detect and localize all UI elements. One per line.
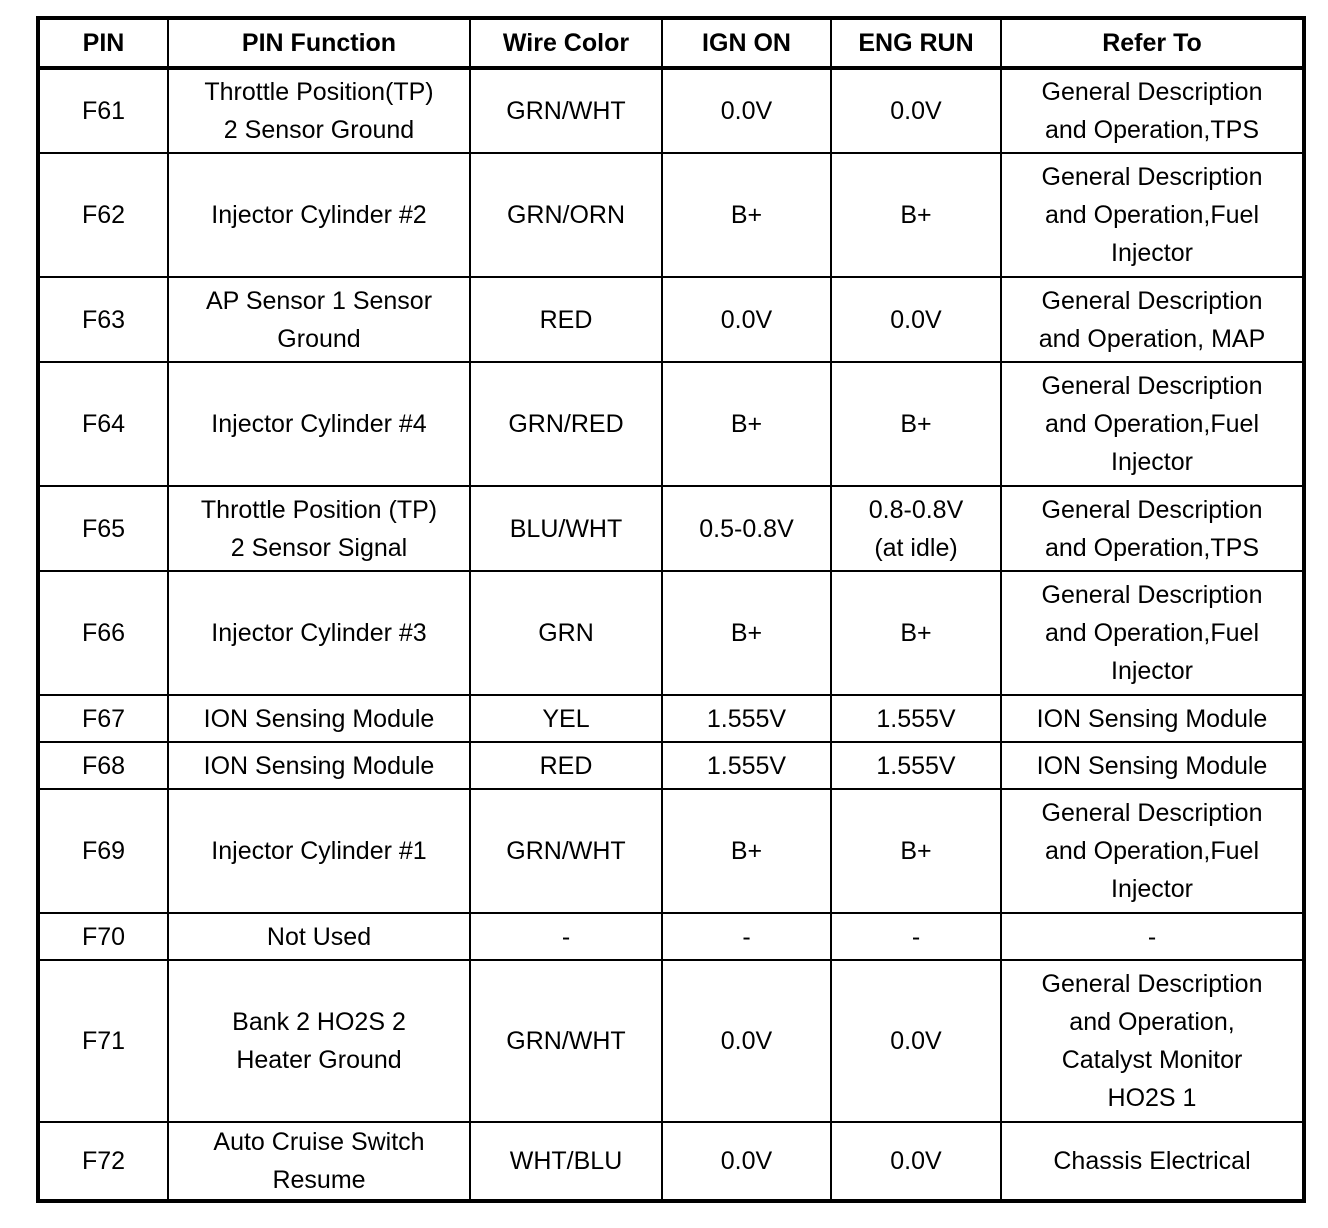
pin-function-cell: Injector Cylinder #3: [168, 571, 470, 695]
eng-run-cell: B+: [831, 153, 1001, 277]
column-header-pin: PIN: [38, 18, 168, 68]
refer-to-cell: General Description and Operation,Fuel Injector: [1001, 789, 1304, 913]
pin-function-cell: Throttle Position(TP) 2 Sensor Ground: [168, 68, 470, 153]
column-header-ign-on: IGN ON: [662, 18, 831, 68]
ign-on-cell: B+: [662, 571, 831, 695]
refer-to-cell: ION Sensing Module: [1001, 742, 1304, 789]
pin-cell: F67: [38, 695, 168, 742]
header-row: [38, 18, 1304, 68]
pin-cell: F64: [38, 362, 168, 486]
table-body: [38, 68, 1304, 1201]
refer-to-cell: ION Sensing Module: [1001, 695, 1304, 742]
pin-table: [36, 16, 1306, 1203]
column-header-pin-function: PIN Function: [168, 18, 470, 68]
pin-function-cell: Injector Cylinder #2: [168, 153, 470, 277]
wire-color-cell: GRN/WHT: [470, 960, 662, 1122]
refer-to-cell: General Description and Operation, Catalyst Monitor HO2S 1: [1001, 960, 1304, 1122]
table-row: [38, 362, 1304, 486]
table-row: [38, 1122, 1304, 1201]
pin-cell: F63: [38, 277, 168, 362]
pin-cell: F69: [38, 789, 168, 913]
ign-on-cell: B+: [662, 153, 831, 277]
pin-function-cell: Injector Cylinder #4: [168, 362, 470, 486]
table-row: [38, 277, 1304, 362]
ign-on-cell: 0.0V: [662, 960, 831, 1122]
wire-color-cell: RED: [470, 742, 662, 789]
pin-cell: F71: [38, 960, 168, 1122]
refer-to-cell: General Description and Operation,TPS: [1001, 68, 1304, 153]
pin-function-cell: Not Used: [168, 913, 470, 960]
refer-to-cell: General Description and Operation,Fuel Injector: [1001, 571, 1304, 695]
pin-function-cell: Bank 2 HO2S 2 Heater Ground: [168, 960, 470, 1122]
wire-color-cell: GRN/WHT: [470, 789, 662, 913]
ign-on-cell: 1.555V: [662, 695, 831, 742]
column-header-eng-run: ENG RUN: [831, 18, 1001, 68]
eng-run-cell: 0.0V: [831, 68, 1001, 153]
pin-function-cell: ION Sensing Module: [168, 695, 470, 742]
table-row: [38, 913, 1304, 960]
ign-on-cell: 0.5-0.8V: [662, 486, 831, 571]
table-row: [38, 571, 1304, 695]
refer-to-cell: -: [1001, 913, 1304, 960]
pin-cell: F66: [38, 571, 168, 695]
eng-run-cell: B+: [831, 362, 1001, 486]
eng-run-cell: -: [831, 913, 1001, 960]
wire-color-cell: RED: [470, 277, 662, 362]
eng-run-cell: B+: [831, 789, 1001, 913]
wire-color-cell: GRN/RED: [470, 362, 662, 486]
refer-to-cell: Chassis Electrical: [1001, 1122, 1304, 1201]
wire-color-cell: BLU/WHT: [470, 486, 662, 571]
wire-color-cell: WHT/BLU: [470, 1122, 662, 1201]
ign-on-cell: 0.0V: [662, 277, 831, 362]
pin-cell: F70: [38, 913, 168, 960]
pin-cell: F72: [38, 1122, 168, 1201]
eng-run-cell: 1.555V: [831, 695, 1001, 742]
eng-run-cell: 0.0V: [831, 277, 1001, 362]
wire-color-cell: -: [470, 913, 662, 960]
refer-to-cell: General Description and Operation, MAP: [1001, 277, 1304, 362]
table-row: [38, 486, 1304, 571]
ign-on-cell: -: [662, 913, 831, 960]
ign-on-cell: 0.0V: [662, 68, 831, 153]
pin-function-cell: Throttle Position (TP) 2 Sensor Signal: [168, 486, 470, 571]
column-header-refer-to: Refer To: [1001, 18, 1304, 68]
eng-run-cell: 0.8-0.8V (at idle): [831, 486, 1001, 571]
eng-run-cell: 0.0V: [831, 1122, 1001, 1201]
table-row: [38, 960, 1304, 1122]
ign-on-cell: 0.0V: [662, 1122, 831, 1201]
table-row: [38, 742, 1304, 789]
pin-cell: F68: [38, 742, 168, 789]
ign-on-cell: B+: [662, 789, 831, 913]
eng-run-cell: B+: [831, 571, 1001, 695]
refer-to-cell: General Description and Operation,TPS: [1001, 486, 1304, 571]
pin-cell: F61: [38, 68, 168, 153]
wire-color-cell: GRN/WHT: [470, 68, 662, 153]
pin-function-cell: AP Sensor 1 Sensor Ground: [168, 277, 470, 362]
wire-color-cell: GRN/ORN: [470, 153, 662, 277]
refer-to-cell: General Description and Operation,Fuel Injector: [1001, 362, 1304, 486]
ign-on-cell: 1.555V: [662, 742, 831, 789]
pin-function-cell: ION Sensing Module: [168, 742, 470, 789]
pin-function-cell: Auto Cruise Switch Resume: [168, 1122, 470, 1201]
refer-to-cell: General Description and Operation,Fuel Injector: [1001, 153, 1304, 277]
table-row: [38, 153, 1304, 277]
table-row: [38, 68, 1304, 153]
wire-color-cell: YEL: [470, 695, 662, 742]
pin-cell: F62: [38, 153, 168, 277]
column-header-wire-color: Wire Color: [470, 18, 662, 68]
wire-color-cell: GRN: [470, 571, 662, 695]
ign-on-cell: B+: [662, 362, 831, 486]
pin-function-cell: Injector Cylinder #1: [168, 789, 470, 913]
table-row: [38, 789, 1304, 913]
eng-run-cell: 1.555V: [831, 742, 1001, 789]
table-row: [38, 695, 1304, 742]
eng-run-cell: 0.0V: [831, 960, 1001, 1122]
pin-cell: F65: [38, 486, 168, 571]
